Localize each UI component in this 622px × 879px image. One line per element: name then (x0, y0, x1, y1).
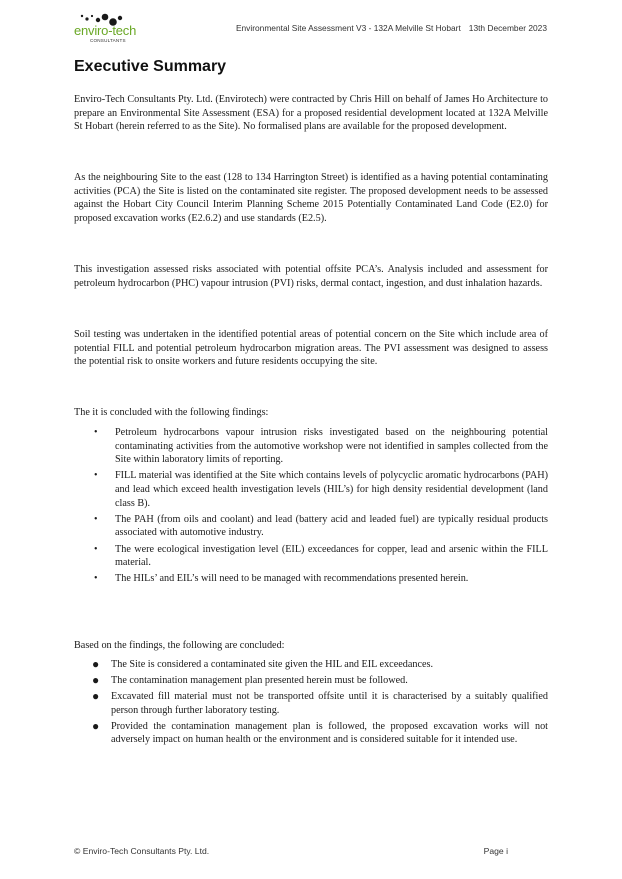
logo-subtitle: CONSULTANTS (90, 38, 126, 43)
list-item: • The were ecological investigation level (EIL) exceedances for copper, lead and arsenic within the FILL material. (94, 543, 548, 569)
conclusions-list (74, 658, 548, 749)
footer-copyright: © Enviro-Tech Consultants Pty. Ltd. (74, 846, 210, 856)
bullet-icon: • (94, 470, 98, 482)
list-item: ● Excavated fill material must not be transported offsite until it is characterised by a suitably qualified person through further laboratory testing. (92, 688, 548, 716)
list-item: • Petroleum hydrocarbons vapour intrusion risks investigated based on the neighbouring potential contaminating activities from the automotive workshop were not identified in samples collected from the Site within laboratory limits of reporting. (94, 427, 548, 466)
bullet-icon: ● (92, 718, 100, 733)
list-item: • FILL material was identified at the Site which contains levels of polycyclic aromatic hydrocarbons (PAH) and lead which exceed health investigation levels (HIL’s) for high density residential development (land class B). (94, 470, 548, 509)
conclusion-intro: Based on the findings, the following are concluded: (74, 640, 285, 651)
bullet-icon: • (94, 543, 98, 555)
paragraph-context: As the neighbouring Site to the east (128 to 134 Harrington Street) is identified as a having potential contaminating activities (PCA) the Site is listed on the contaminated site register. The proposed development needs to be assessed against the Hobart City Council Interim Planning Scheme 2015 Potentially Contaminated Land Code (E2.0) for proposed excavation works (E2.6.2) and use standards (E2.5). (74, 172, 548, 224)
bullet-icon: • (94, 573, 98, 585)
bullet-icon: • (94, 427, 98, 438)
header-date: 13th December 2023 (468, 23, 547, 33)
findings-intro: The it is concluded with the following findings: (74, 407, 269, 418)
company-logo (74, 13, 144, 47)
bullet-icon: ● (92, 688, 100, 703)
list-item: ● The contamination management plan presented herein must be followed. (92, 672, 408, 687)
list-item: • The PAH (from oils and coolant) and lead (battery acid and leaded fuel) are typically residual products associated with automotive industry. (94, 513, 548, 539)
header-doc-title: Environmental Site Assessment V3 - 132A Melville St Hobart (235, 23, 461, 33)
page-title: Executive Summary (74, 58, 227, 75)
list-item: ● Provided the contamination management plan is followed, the proposed excavation works will not adversely impact on human health or the environment and is considered suitable for it intended use. (92, 718, 548, 746)
paragraph-testing: Soil testing was undertaken in the identified potential areas of potential concern on the Site which include area of potential FILL and potential petroleum hydrocarbon migration areas. The PVI assessment was designed to assess the potential risk to onsite workers and future residents occupying the site. (74, 329, 548, 368)
footer-page-number: Page i (483, 846, 508, 856)
bullet-icon: • (94, 513, 98, 525)
paragraph-scope: This investigation assessed risks associated with potential offsite PCA’s. Analysis included and assessment for petroleum hydrocarbon (PHC) vapour intrusion (PVI) risks, dermal contact, ingestion, and dust inhalation hazards. (74, 264, 548, 289)
bullet-icon: ● (92, 657, 100, 671)
paragraph-engagement: Enviro-Tech Consultants Pty. Ltd. (Envirotech) were contracted by Chris Hill on behalf of James Ho Architecture to prepare an Environmental Site Assessment (ESA) for a proposed residential development located at 132A Melville St Hobart (herein referred to as the Site). No formalised plans are available for the proposed development. (74, 94, 548, 133)
list-item: • The HILs’ and EIL’s will need to be managed with recommendations presented herein. (94, 573, 469, 585)
bullet-icon: ● (92, 672, 100, 687)
running-header (236, 23, 547, 33)
list-item: ● The Site is considered a contaminated site given the HIL and EIL exceedances. (92, 657, 434, 671)
findings-list (74, 426, 548, 589)
logo-word: enviro-tech (74, 23, 137, 38)
